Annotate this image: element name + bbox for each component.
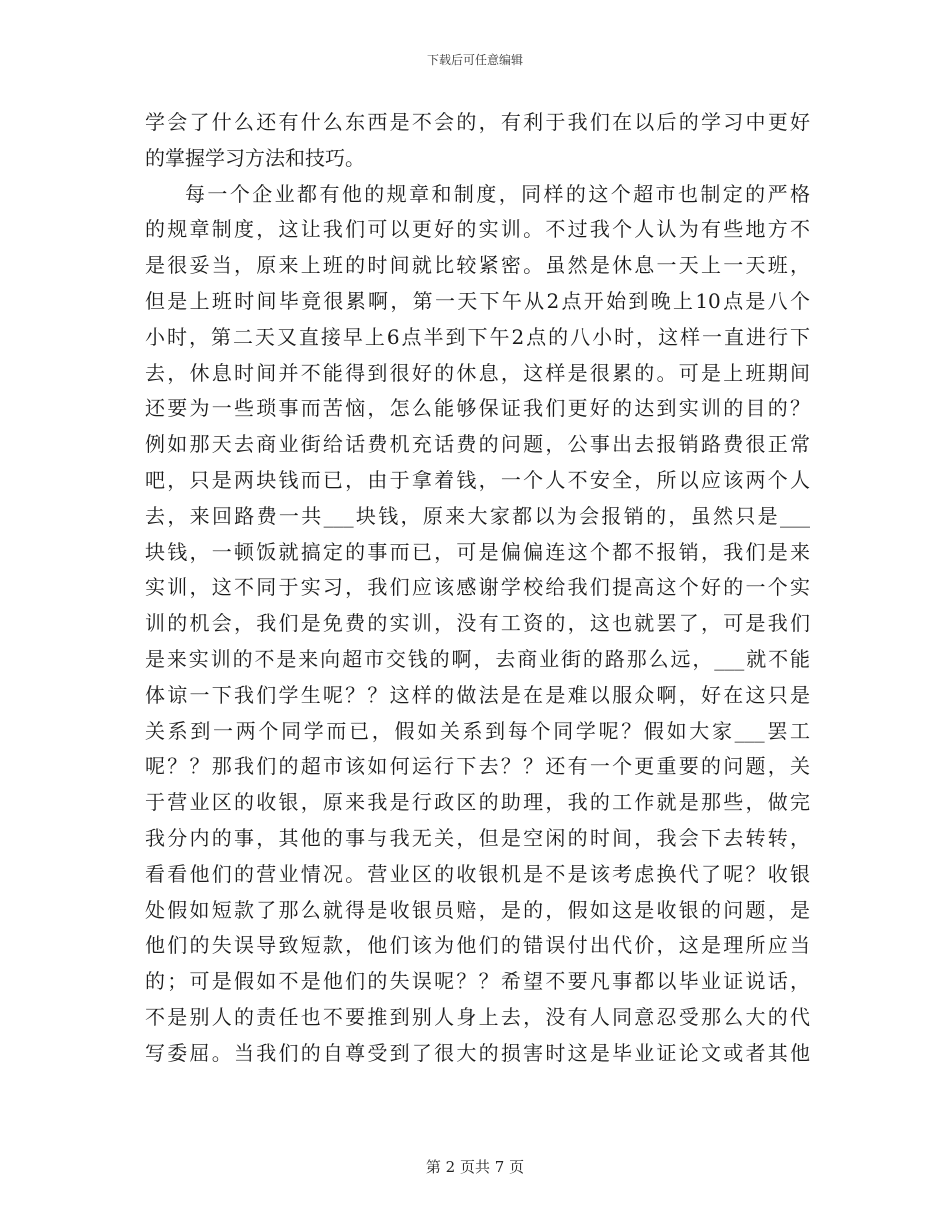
document-body	[145, 105, 810, 1072]
body-line: 的；可是假如不是他们的失误呢？？希望不要凡事都以毕业证说话，	[145, 969, 810, 994]
body-line: 处假如短款了那么就得是收银员赔，是的，假如这是收银的问题，是	[145, 897, 810, 922]
body-line: 吧，只是两块钱而已，由于拿着钱，一个人不安全，所以应该两个人	[145, 467, 810, 492]
page-header: 下载后可任意编辑	[426, 53, 523, 67]
body-line: 训的机会，我们是免费的实训，没有工资的，这也就罢了，可是我们	[145, 611, 810, 636]
body-line: 小时，第二天又直接早上6点半到下午2点的八小时，这样一直进行下	[145, 324, 810, 349]
body-line: 呢？？那我们的超市该如何运行下去？？还有一个更重要的问题，关	[145, 754, 810, 779]
body-line: 体谅一下我们学生呢？？这样的做法是在是难以服众啊，好在这只是	[145, 682, 810, 707]
body-line: 是来实训的不是来向超市交钱的啊，去商业街的路那么远，___就不能	[145, 646, 810, 671]
body-line: 的规章制度，这让我们可以更好的实训。不过我个人认为有些地方不	[145, 217, 810, 242]
body-line: 是很妥当，原来上班的时间就比较紧密。虽然是休息一天上一天班，	[145, 253, 810, 278]
body-line: 去，来回路费一共___块钱，原来大家都以为会报销的，虽然只是___	[145, 503, 810, 528]
body-line: 看看他们的营业情况。营业区的收银机是不是该考虑换代了呢？收银	[145, 861, 810, 886]
body-line: 例如那天去商业街给话费机充话费的问题，公事出去报销路费很正常	[145, 432, 810, 457]
body-line: 的掌握学习方法和技巧。	[145, 145, 365, 170]
paragraph-first-line: 每一个企业都有他的规章和制度，同样的这个超市也制定的严格	[185, 181, 810, 206]
body-line: 他们的失误导致短款，他们该为他们的错误付出代价，这是理所应当	[145, 933, 810, 958]
body-line: 去，休息时间并不能得到很好的休息，这样是很累的。可是上班期间	[145, 360, 810, 385]
body-line: 关系到一两个同学而已，假如关系到每个同学呢？假如大家___罢工	[145, 718, 810, 743]
body-line: 不是别人的责任也不要推到别人身上去，没有人同意忍受那么大的代	[145, 1004, 810, 1029]
body-line: 学会了什么还有什么东西是不会的，有利于我们在以后的学习中更好	[145, 110, 810, 134]
body-line: 实训，这不同于实习，我们应该感谢学校给我们提高这个好的一个实	[145, 575, 810, 600]
body-line: 写委屈。当我们的自尊受到了很大的损害时这是毕业证论文或者其他	[145, 1040, 810, 1065]
page-number-footer: 第 2 页共 7 页	[425, 1158, 525, 1176]
body-line: 于营业区的收银，原来我是行政区的助理，我的工作就是那些，做完	[145, 790, 810, 815]
body-line: 但是上班时间毕竟很累啊，第一天下午从2点开始到晚上10点是八个	[145, 288, 810, 313]
body-line: 我分内的事，其他的事与我无关，但是空闲的时间，我会下去转转，	[145, 825, 810, 850]
body-line: 块钱，一顿饭就搞定的事而已，可是偏偏连这个都不报销，我们是来	[145, 539, 810, 564]
body-line: 还要为一些琐事而苦恼，怎么能够保证我们更好的达到实训的目的？	[145, 396, 810, 421]
